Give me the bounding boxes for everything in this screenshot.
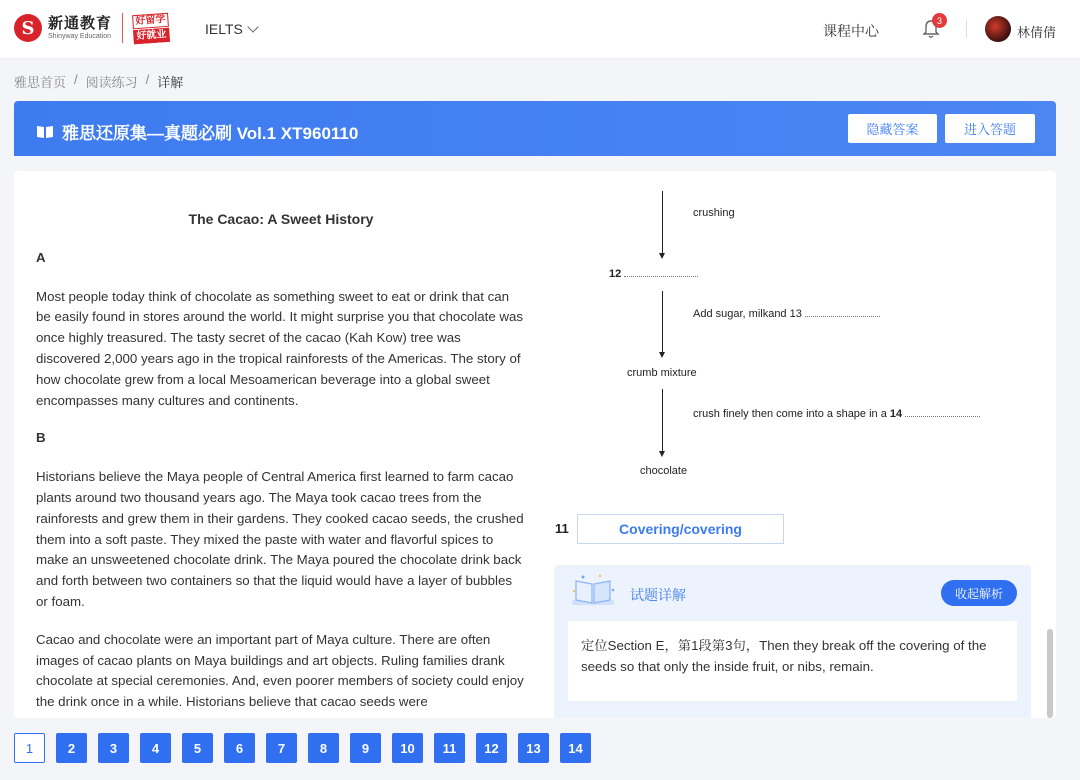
page-button-11[interactable]: 11	[434, 733, 465, 763]
nav-divider	[966, 20, 967, 38]
breadcrumb-separator: /	[74, 72, 78, 87]
passage-paragraph: Historians believe the Maya people of Central America first learned to farm cacao plants around two thousand years ago. The Maya took cacao trees from the rainforests and grew them in their gardens. They cooked cacao seeds, the crushed them into a soft paste. They mixed the paste with water and flavorful spices to make an unsweetened chocolate drink. The Maya poured the chocolate drink back and forth between two containers so that the liquid would have a layer of bubbles or foam.	[36, 469, 524, 609]
flow-arrow-line	[662, 291, 663, 355]
logo-text	[48, 15, 112, 41]
blank-13	[805, 316, 880, 317]
avatar[interactable]	[985, 16, 1011, 42]
scrollbar[interactable]	[1047, 629, 1053, 718]
blank-14	[905, 416, 980, 417]
logo[interactable]	[14, 13, 169, 43]
section-label: B	[36, 430, 46, 446]
breadcrumb-reading[interactable]: 阅读练习	[85, 75, 138, 90]
page-button-6[interactable]: 6	[224, 733, 255, 763]
answer-box: Covering/covering	[577, 514, 784, 544]
flow-step-text: crush finely then come into a shape in a	[693, 408, 887, 420]
flow-arrowhead	[659, 451, 665, 457]
top-nav	[0, 0, 1080, 59]
flow-arrow-line	[662, 389, 663, 453]
flow-node: chocolate	[640, 465, 688, 477]
book-icon	[36, 125, 54, 139]
page-button-13[interactable]: 13	[518, 733, 549, 763]
page-button-2[interactable]: 2	[56, 733, 87, 763]
question-number-12: 12	[609, 268, 622, 280]
breadcrumb-separator: /	[145, 72, 150, 87]
blank-12	[624, 276, 698, 277]
page-button-3[interactable]: 3	[98, 733, 129, 763]
page-button-10[interactable]: 10	[392, 733, 423, 763]
open-book-icon	[570, 573, 616, 609]
section-label: A	[36, 249, 46, 265]
breadcrumb	[14, 72, 183, 91]
flow-step-text: Add sugar, milkand 13	[693, 308, 802, 320]
flow-step-label: crushing	[693, 207, 735, 219]
page-button-9[interactable]: 9	[350, 733, 381, 763]
flow-arrow-line	[662, 191, 663, 255]
breadcrumb-current: 详解	[157, 75, 184, 90]
process-flowchart	[554, 171, 1034, 501]
logo-en: Shinyway Education	[48, 33, 112, 40]
question-pagination	[14, 733, 591, 763]
flow-step-label	[693, 408, 980, 420]
page-button-12[interactable]: 12	[476, 733, 507, 763]
flow-node: crumb mixture	[627, 367, 697, 379]
breadcrumb-home[interactable]: 雅思首页	[14, 75, 67, 90]
hide-answer-button[interactable]: 隐藏答案	[848, 114, 937, 143]
page-button-1[interactable]: 1	[14, 733, 45, 763]
page-button-14[interactable]: 14	[560, 733, 591, 763]
title-banner	[14, 101, 1056, 156]
passage-title: The Cacao: A Sweet History	[188, 211, 374, 227]
notification-badge: 3	[932, 13, 947, 28]
page-title	[36, 119, 358, 144]
reading-passage[interactable]	[36, 171, 526, 718]
flow-step-label	[693, 308, 880, 320]
page-button-5[interactable]: 5	[182, 733, 213, 763]
page-button-7[interactable]: 7	[266, 733, 297, 763]
slogan-badge	[132, 12, 170, 43]
question-number-14: 14	[889, 408, 903, 420]
page-title-text: 雅思还原集—真题必刷 Vol.1 XT960110	[62, 124, 359, 143]
enter-answer-button[interactable]: 进入答题	[945, 114, 1035, 143]
course-center-link[interactable]: 课程中心	[823, 23, 879, 39]
slogan-top: 好留学	[132, 12, 169, 28]
flow-node-12	[609, 268, 698, 280]
explanation-title: 试题详解	[630, 587, 686, 603]
explanation-text: 定位Section E，第1段第3句，Then they break off the covering of the seeds so that only the inside fruit, or nibs, remain.	[568, 621, 1017, 701]
passage-paragraph: Cacao and chocolate were an important part of Maya culture. There are often images of cacao plants on Maya buildings and art objects. Ruling families drank chocolate at special ceremonies. And, even poorer members of society could enjoy the drink once in a while. Historians believe that cacao seeds were	[36, 631, 524, 710]
question-number: 11	[555, 521, 569, 536]
logo-cn: 新通教育	[48, 15, 113, 32]
slogan-bottom: 好就业	[133, 27, 170, 43]
flow-arrowhead	[659, 253, 665, 259]
username[interactable]: 林倩倩	[1017, 25, 1057, 40]
flow-arrowhead	[659, 352, 665, 358]
page-button-8[interactable]: 8	[308, 733, 339, 763]
collapse-explanation-button[interactable]: 收起解析	[941, 580, 1017, 606]
page-button-4[interactable]: 4	[140, 733, 171, 763]
exam-select[interactable]	[205, 21, 257, 37]
exam-select-label: IELTS	[205, 21, 243, 37]
shinyway-logo-icon: S	[14, 14, 42, 42]
chevron-down-icon	[247, 21, 258, 32]
logo-divider	[122, 13, 123, 43]
main-panel	[14, 171, 1056, 718]
explanation-card	[554, 565, 1031, 718]
passage-paragraph: Most people today think of chocolate as something sweet to eat or drink that can be easily found in stores around the world. It might surprise you that chocolate was once highly treasured. The tasty secret of the cacao (Kah Kow) tree was discovered 2,000 years ago in the tropical rainforests of the Americas. The story of how chocolate grew from a local Mesoamerican beverage into a global sweet encompasses many cultures and continents.	[36, 288, 524, 408]
